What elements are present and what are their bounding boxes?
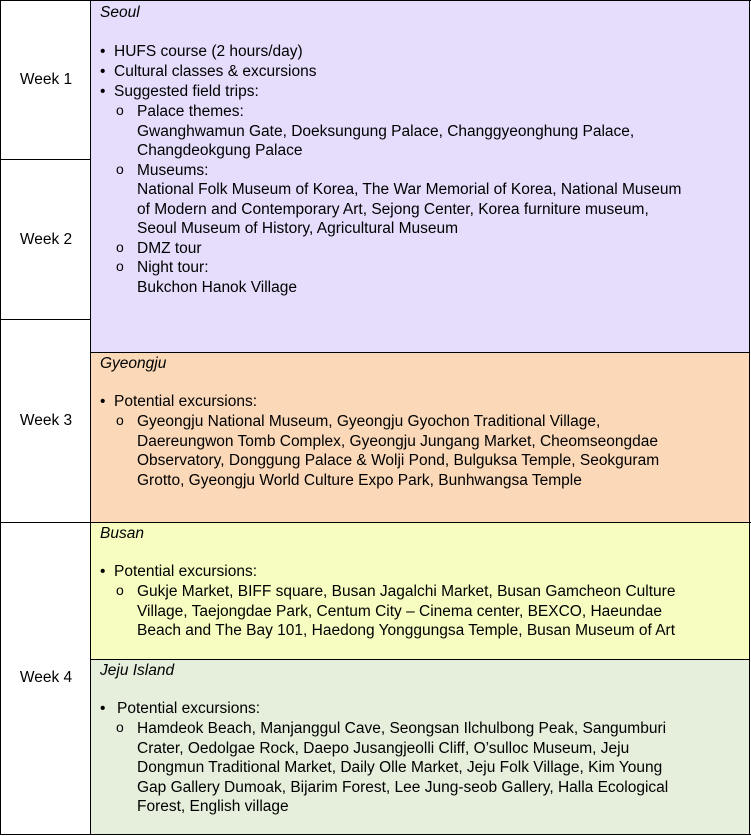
- gyeongju-item: • Potential excursions:: [91, 392, 749, 412]
- column-divider: [90, 0, 91, 835]
- week-4-label: Week 4: [19, 669, 73, 686]
- busan-title: Busan: [100, 525, 144, 542]
- row-divider: [90, 352, 750, 353]
- week-2-label: Week 2: [19, 230, 73, 248]
- gyeongju-line: Daereungwon Tomb Complex, Gyeongju Jungang Market, Cheomseongdae: [137, 432, 658, 450]
- gyeongju-section: [91, 352, 749, 522]
- seoul-item-hufs: • HUFS course (2 hours/day): [91, 42, 749, 62]
- seoul-night-label: o Night tour:: [91, 258, 749, 278]
- seoul-museum-label: o Museums:: [91, 161, 749, 181]
- table-border-bottom: [0, 834, 751, 835]
- jeju-line: Forest, English village: [137, 798, 289, 815]
- week-3-label: Week 3: [19, 412, 73, 429]
- row-divider: [0, 319, 91, 320]
- seoul-museum-line: of Modern and Contemporary Art, Sejong Center, Korea furniture museum,: [137, 200, 649, 218]
- seoul-section: [91, 1, 749, 352]
- week-2-cell: [1, 159, 91, 320]
- week-1-cell: [1, 1, 91, 159]
- row-divider: [0, 159, 91, 160]
- gyeongju-line: Observatory, Donggung Palace & Wolji Pond, Bulguksa Temple, Seokguram: [137, 452, 660, 469]
- table-border-right: [749, 0, 750, 835]
- jeju-title: Jeju Island: [100, 662, 175, 679]
- jeju-line: Dongmun Traditional Market, Daily Olle Market, Jeju Folk Village, Kim Young: [137, 759, 663, 776]
- seoul-museum-line: Seoul Museum of History, Agricultural Museum: [137, 220, 459, 237]
- gyeongju-line: Grotto, Gyeongju World Culture Expo Park, Bunhwangsa Temple: [137, 471, 582, 489]
- busan-item: • Potential excursions:: [91, 562, 749, 582]
- table-border-left: [0, 0, 1, 835]
- seoul-palace-label: o Palace themes:: [91, 102, 749, 122]
- row-divider: [90, 659, 750, 660]
- busan-line: Village, Taejongdae Park, Centum City – Cinema center, BEXCO, Haeundae: [137, 602, 663, 620]
- jeju-line: o Hamdeok Beach, Manjanggul Cave, Seongsan Ilchulbong Peak, Sangumburi: [91, 719, 749, 739]
- week-4-cell: [1, 522, 91, 834]
- jeju-item: • Potential excursions:: [91, 699, 749, 719]
- seoul-item-fieldtrips: • Suggested field trips:: [91, 82, 749, 102]
- seoul-palace-line: Changdeokgung Palace: [137, 142, 303, 159]
- gyeongju-title: Gyeongju: [100, 355, 167, 372]
- week-3-cell: [1, 320, 91, 522]
- gyeongju-line: o Gyeongju National Museum, Gyeongju Gyochon Traditional Village,: [91, 412, 749, 432]
- seoul-museum-line: National Folk Museum of Korea, The War Memorial of Korea, National Museum: [137, 181, 682, 198]
- busan-section: [91, 522, 749, 659]
- seoul-item-cultural: • Cultural classes & excursions: [91, 62, 749, 82]
- busan-line: o Gukje Market, BIFF square, Busan Jagalchi Market, Busan Gamcheon Culture: [91, 582, 749, 602]
- seoul-title: Seoul: [100, 4, 140, 21]
- jeju-line: Gap Gallery Dumoak, Bijarim Forest, Lee Jung-seob Gallery, Halla Ecological: [137, 778, 669, 796]
- seoul-palace-line: Gwanghwamun Gate, Doeksungung Palace, Changgyeonghung Palace,: [137, 122, 635, 140]
- week-1-label: Week 1: [19, 71, 73, 88]
- seoul-dmz: o DMZ tour: [91, 239, 749, 259]
- jeju-section: [91, 659, 749, 834]
- seoul-night-line: Bukchon Hanok Village: [137, 278, 297, 296]
- row-divider: [0, 522, 751, 523]
- busan-line: Beach and The Bay 101, Haedong Yonggungsa Temple, Busan Museum of Art: [137, 622, 676, 639]
- table-border-top: [0, 0, 751, 1]
- jeju-line: Crater, Oedolgae Rock, Daepo Jusangjeolli Cliff, O’sulloc Museum, Jeju: [137, 739, 630, 757]
